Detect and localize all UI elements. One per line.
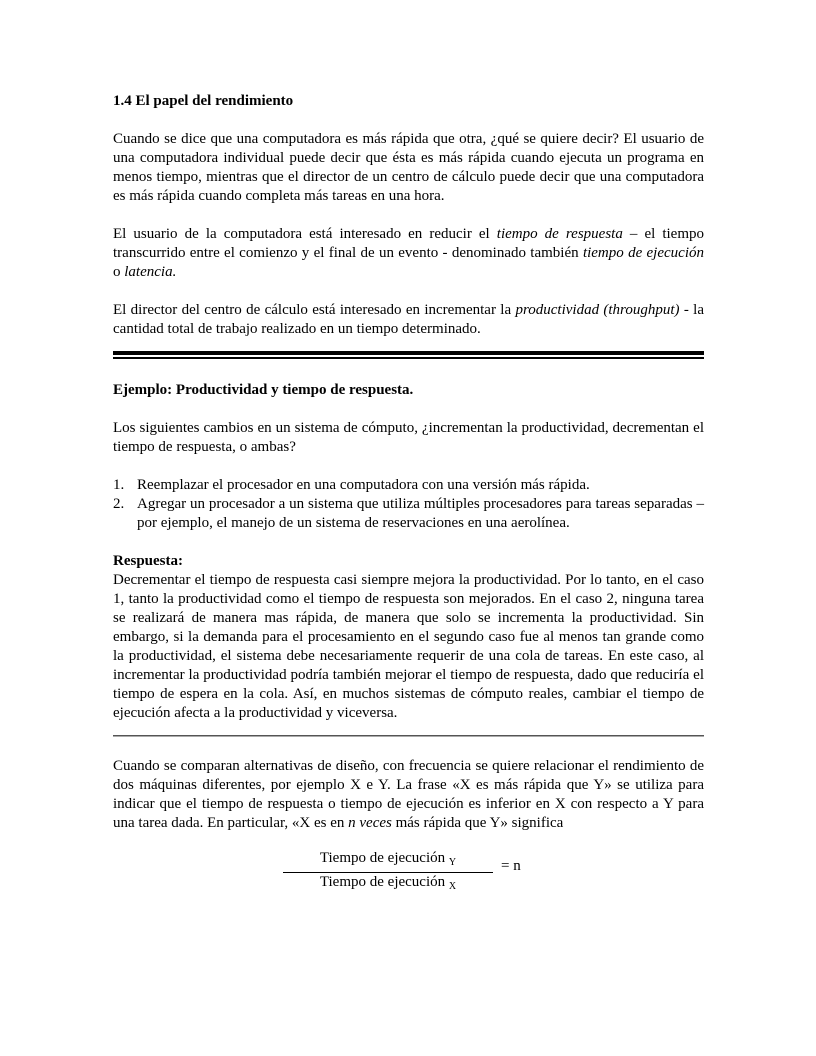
example-list [113, 476, 704, 533]
term-n-times: n veces [348, 815, 392, 831]
list-item-number: 2. [113, 496, 125, 512]
term-response-time: tiempo de respuesta [496, 226, 623, 242]
formula-numerator: Tiempo de ejecución $_Y$ [319, 850, 457, 868]
paragraph-response-time: El usuario de la computadora está interesado en reducir el tiempo de respuesta – el tiempo transcurrido entre el comienzo y el final de un evento - denominado también tiempo de ejecución o latencia. [113, 226, 704, 280]
term-execution-time: tiempo de ejecución [582, 245, 704, 261]
list-item-number: 1. [113, 477, 125, 493]
list-item [113, 495, 704, 533]
list-item-text: Reemplazar el procesador en una computadora con una versión más rápida. [137, 477, 590, 493]
formula-equals: = n [501, 858, 521, 874]
formula-denominator: Tiempo de ejecución $_X$ [319, 874, 457, 892]
paragraph-intro: Cuando se dice que una computadora es más rápida que otra, ¿qué se quiere decir? El usuario de una computadora individual puede decir que ésta es más rápida cuando ejecuta un programa en menos tiempo, mientras que el director de un centro de cálculo puede decir que una computadora es más rápida cuando completa más tareas en una hora. [113, 131, 704, 204]
example-title: Ejemplo: Productividad y tiempo de respuesta. [113, 382, 414, 398]
answer-label: Respuesta: [113, 553, 183, 569]
paragraph-comparison: Cuando se comparan alternativas de diseño, con frecuencia se quiere relacionar el rendimiento de dos máquinas diferentes, por ejemplo X e Y. La frase «X es más rápida que Y» se utiliza para indicar que el tiempo de respuesta o tiempo de ejecución es inferior en X con respecto a Y para una tarea dada. En particular, «X es en n veces más rápida que Y» significa [113, 758, 704, 831]
formula [113, 849, 704, 899]
term-latency: latencia. [124, 264, 177, 280]
paragraph-throughput: El director del centro de cálculo está interesado en incrementar la productividad (throughput) - la cantidad total de trabajo realizado en un tiempo determinado. [113, 302, 704, 337]
formula-fraction [283, 849, 493, 896]
section-title: 1.4 El papel del rendimiento [113, 93, 294, 109]
example-question: Los siguientes cambios en un sistema de cómputo, ¿incrementan la productividad, decrementan el tiempo de respuesta, o ambas? [113, 420, 704, 455]
double-divider [113, 351, 704, 363]
page-content [113, 92, 704, 899]
list-item [113, 476, 704, 495]
list-item-text: Agregar un procesador a un sistema que utiliza múltiples procesadores para tareas separadas – por ejemplo, el manejo de un sistema de reservaciones en una aerolínea. [137, 496, 704, 531]
term-throughput: productividad (throughput) [515, 302, 680, 318]
answer-text: Decrementar el tiempo de respuesta casi siempre mejora la productividad. Por lo tanto, en el caso 1, tanto la productividad como el tiempo de respuesta son mejorados. En el caso 2, ninguna tarea se realizará de manera mas rápida, de manera que solo se incrementa la productividad. Sin embargo, si la demanda para el procesamiento en el segundo caso fue al menos tan grande como la productividad, el sistema debe necesariamente requerir de una cola de tareas. En este caso, al incrementar la productividad podría también mejorar el tiempo de respuesta, dado que reduciría el tiempo de espera en la cola. Así, en muchos sistemas de cómputo reales, cambiar el tiempo de ejecución afecta a la productividad y viceversa. [113, 572, 704, 721]
